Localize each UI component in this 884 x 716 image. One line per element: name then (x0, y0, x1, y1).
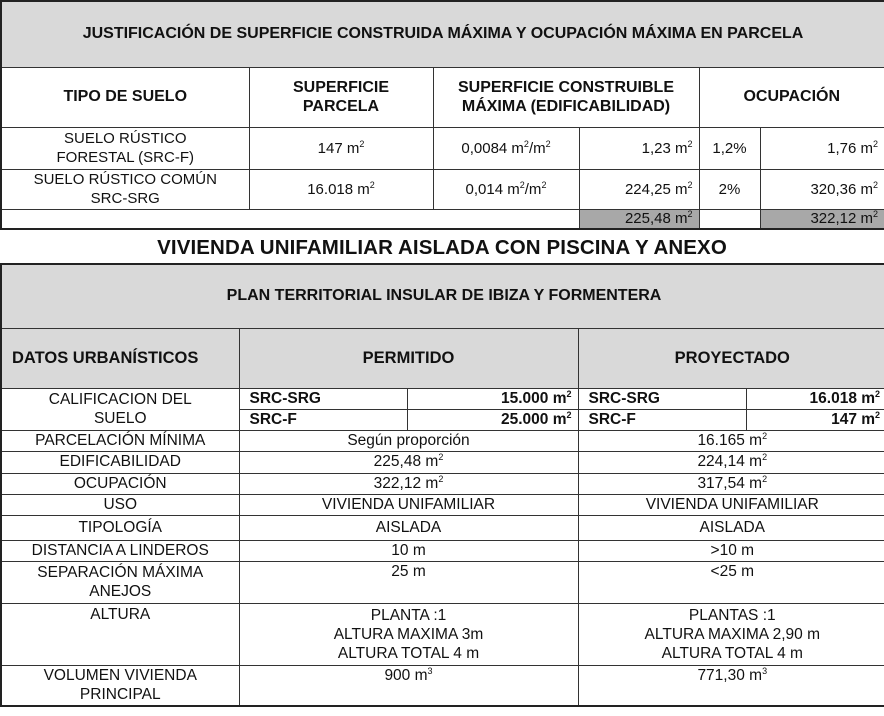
row-uso-permitido: VIVIENDA UNIFAMILIAR (239, 494, 578, 515)
row-separacion-label: SEPARACIÓN MÁXIMA ANEJOS (1, 561, 239, 603)
permitido-code-2: SRC-F (239, 409, 407, 430)
row-distancia-permitido: 10 m (239, 540, 578, 561)
total-ocupacion: 322,12 $m^2$ (760, 209, 884, 229)
totals-pct-spacer (699, 209, 760, 229)
row-altura-label: ALTURA (1, 603, 239, 665)
proyectado-value-2: 147 $m^2$ (746, 409, 884, 430)
proyectado-code-1: SRC-SRG (578, 388, 746, 409)
total-construible: 225,48 $m^2$ (579, 209, 699, 229)
totals-spacer (1, 209, 579, 229)
header-ocupacion: OCUPACIÓN (699, 67, 884, 127)
row-distancia-proyectado: >10 m (578, 540, 884, 561)
row-separacion-proyectado: <25 m (578, 561, 884, 603)
header-superficie-construible: SUPERFICIE CONSTRUIBLE MÁXIMA (EDIFICABILIDAD) (433, 67, 699, 127)
row-distancia-label: DISTANCIA A LINDEROS (1, 540, 239, 561)
header-superficie-parcela: SUPERFICIE PARCELA (249, 67, 433, 127)
row2-porcentaje: 2% (699, 169, 760, 209)
permitido-value-2: 25.000 $m^2$ (407, 409, 578, 430)
row-separacion-permitido: 25 m (239, 561, 578, 603)
row-edificabilidad-label: EDIFICABILIDAD (1, 451, 239, 473)
header-proyectado: PROYECTADO (578, 328, 884, 388)
row-tipologia-permitido: AISLADA (239, 515, 578, 540)
table2-title: PLAN TERRITORIAL INSULAR DE IBIZA Y FORMENTERA (1, 264, 884, 328)
row2-construible: 224,25 $m^2$ (579, 169, 699, 209)
row2-coeficiente: 0,014 $m^2/m^2$ (433, 169, 579, 209)
row-volumen-permitido: 900 $m^3$ (239, 665, 578, 706)
row1-tipo: SUELO RÚSTICO FORESTAL (SRC-F) (1, 127, 249, 169)
row1-porcentaje: 1,2% (699, 127, 760, 169)
row-ocupacion-label: OCUPACIÓN (1, 473, 239, 494)
proyectado-value-1: 16.018 $m^2$ (746, 388, 884, 409)
row1-ocupacion: 1,76 $m^2$ (760, 127, 884, 169)
row1-construible: 1,23 $m^2$ (579, 127, 699, 169)
row-edificabilidad-proyectado: 224,14 $m^2$ (578, 451, 884, 473)
row2-tipo: SUELO RÚSTICO COMÚN SRC-SRG (1, 169, 249, 209)
row-tipologia-label: TIPOLOGÍA (1, 515, 239, 540)
row-volumen-proyectado: 771,30 $m^3$ (578, 665, 884, 706)
header-tipo-suelo: TIPO DE SUELO (1, 67, 249, 127)
proyectado-code-2: SRC-F (578, 409, 746, 430)
header-permitido: PERMITIDO (239, 328, 578, 388)
row-altura-permitido: PLANTA :1 ALTURA MAXIMA 3m ALTURA TOTAL 4 m (239, 603, 578, 665)
row-ocupacion-permitido: 322,12 $m^2$ (239, 473, 578, 494)
calificacion-label: CALIFICACION DEL SUELO (1, 388, 239, 430)
table1-title: JUSTIFICACIÓN DE SUPERFICIE CONSTRUIDA MÁXIMA Y OCUPACIÓN MÁXIMA EN PARCELA (1, 1, 884, 67)
row-altura-proyectado: PLANTAS :1 ALTURA MAXIMA 2,90 m ALTURA TOTAL 4 m (578, 603, 884, 665)
header-datos-urbanisticos: DATOS URBANÍSTICOS (1, 328, 239, 388)
project-banner: VIVIENDA UNIFAMILIAR AISLADA CON PISCINA Y ANEXO (157, 236, 727, 259)
permitido-value-1: 15.000 $m^2$ (407, 388, 578, 409)
row-uso-label: USO (1, 494, 239, 515)
row-uso-proyectado: VIVIENDA UNIFAMILIAR (578, 494, 884, 515)
row-tipologia-proyectado: AISLADA (578, 515, 884, 540)
row-parcelacion-proyectado: 16.165 $m^2$ (578, 430, 884, 451)
row2-ocupacion: 320,36 $m^2$ (760, 169, 884, 209)
row1-coeficiente: 0,0084 $m^2/m^2$ (433, 127, 579, 169)
datos-urbanisticos-table (0, 263, 884, 707)
row-edificabilidad-permitido: 225,48 $m^2$ (239, 451, 578, 473)
row-parcelacion-permitido: Según proporción (239, 430, 578, 451)
row-parcelacion-label: PARCELACIÓN MÍNIMA (1, 430, 239, 451)
row-volumen-label: VOLUMEN VIVIENDA PRINCIPAL (1, 665, 239, 706)
row2-superficie: 16.018 $m^2$ (249, 169, 433, 209)
row-ocupacion-proyectado: 317,54 $m^2$ (578, 473, 884, 494)
superficie-ocupacion-table (0, 0, 884, 230)
row1-superficie: 147 $m^2$ (249, 127, 433, 169)
permitido-code-1: SRC-SRG (239, 388, 407, 409)
